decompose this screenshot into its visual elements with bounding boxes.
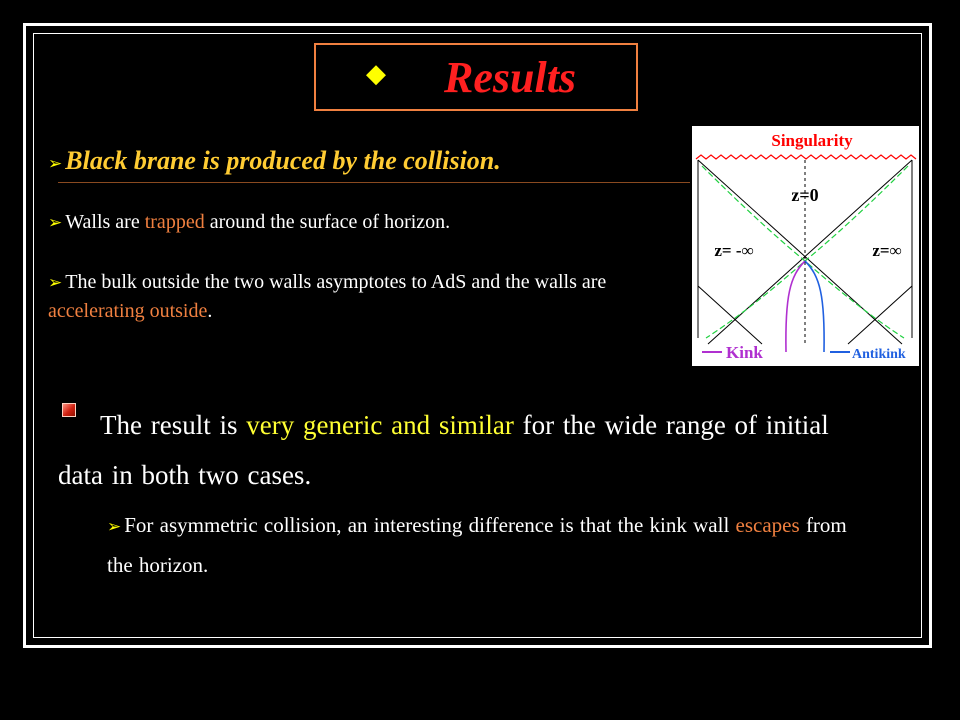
- bullet-walls-trapped: [48, 208, 450, 237]
- antikink-legend-label: Antikink: [852, 347, 906, 362]
- arrow-bullet-icon: ➢: [48, 273, 63, 292]
- diamond-icon: ◆: [366, 59, 386, 88]
- main-text: for the wide range of initial data in both two cases.: [58, 410, 829, 490]
- main-text: The result is: [100, 410, 247, 440]
- highlight-text: trapped: [144, 211, 205, 233]
- penrose-diagram-svg: [692, 126, 919, 366]
- bullet-text: .: [207, 300, 213, 322]
- penrose-diagram: [692, 126, 919, 366]
- sub-text: from the horizon.: [107, 513, 847, 577]
- arrow-bullet-icon: ➢: [107, 517, 122, 536]
- highlight-text: accelerating outside: [48, 300, 208, 322]
- singularity-label: Singularity: [771, 131, 853, 150]
- lower-left-edge: [698, 286, 762, 344]
- singularity-line: [696, 155, 916, 159]
- highlight-text: very generic and similar: [246, 410, 514, 440]
- sub-text: For asymmetric collision, an interesting difference is that the kink wall: [124, 513, 736, 537]
- antikink-curve: [805, 261, 824, 352]
- kink-legend-label: Kink: [726, 343, 763, 362]
- main-paragraph: [58, 400, 858, 500]
- bullet-text: Walls are: [65, 211, 145, 233]
- underline-rule: [58, 182, 690, 183]
- bullet-text: around the surface of horizon.: [204, 211, 451, 233]
- zneg-label: z= -∞: [714, 241, 754, 260]
- z0-label: z=0: [791, 185, 819, 205]
- bullet-bulk-outside: [48, 268, 668, 325]
- kink-curve: [786, 261, 805, 352]
- bullet-black-brane: [48, 143, 501, 182]
- arrow-bullet-icon: ➢: [48, 213, 63, 232]
- bullet-text: The bulk outside the two walls asymptotes to AdS and the walls are: [65, 271, 607, 293]
- highlight-text: escapes: [735, 513, 800, 537]
- zpos-label: z=∞: [872, 241, 902, 260]
- sub-bullet-asymmetric: [107, 506, 867, 584]
- lower-right-edge: [848, 286, 912, 344]
- arrow-bullet-icon: ➢: [48, 154, 63, 173]
- slide-title: Results: [444, 53, 577, 102]
- bullet-text: Black brane is produced by the collision.: [65, 146, 501, 175]
